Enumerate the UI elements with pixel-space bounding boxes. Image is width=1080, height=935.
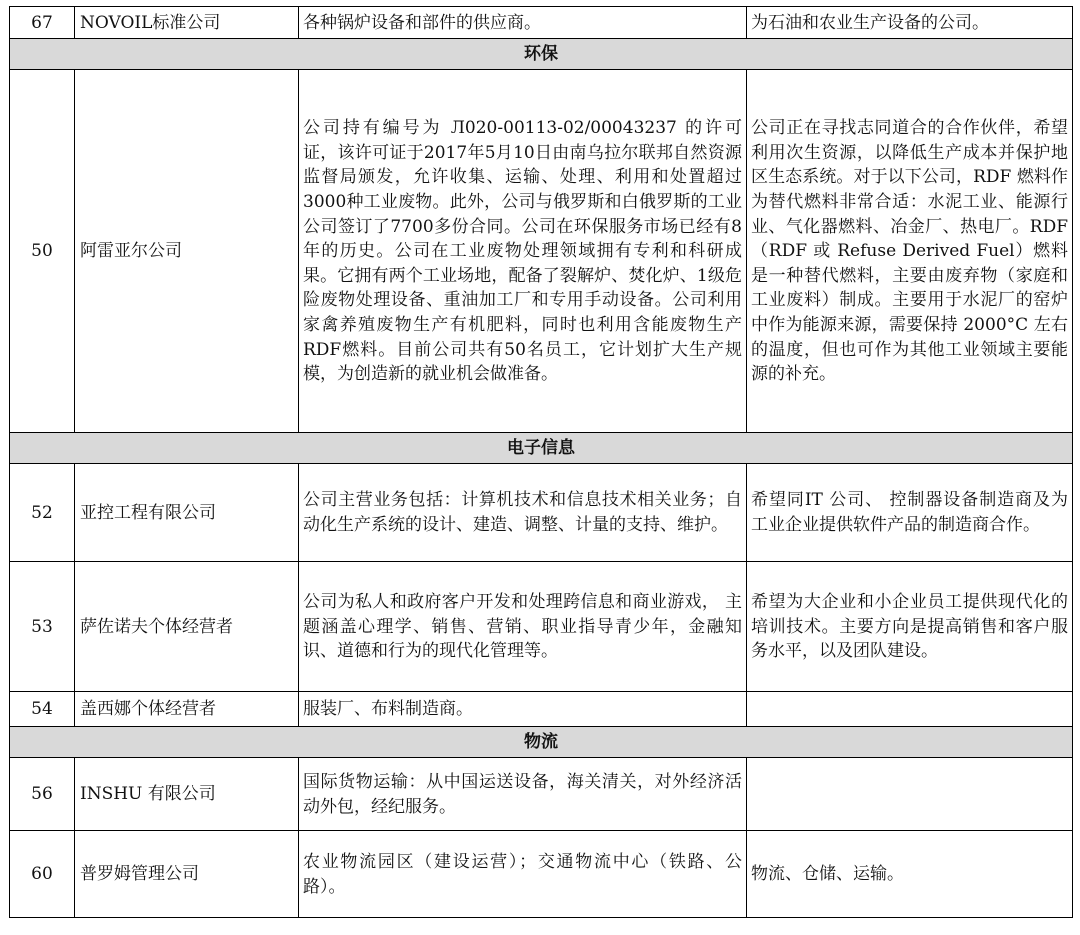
row-number: 60 [10, 831, 75, 918]
table-row [10, 758, 1073, 831]
table-row [10, 464, 1073, 562]
cooperation-request: 希望同IT 公司、 控制器设备制造商及为工业企业提供软件产品的制造商合作。 [747, 464, 1073, 562]
company-name: 萨佐诺夫个体经营者 [75, 562, 299, 692]
section-header-row [10, 433, 1073, 464]
cooperation-request: 公司正在寻找志同道合的合作伙伴，希望利用次生资源，以降低生产成本并保护地区生态系统。对于以下公司，RDF 燃料作为替代燃料非常合适：水泥工业、能源行业、气化器燃料、冶金厂、热电厂。RDF（RDF 或 Refuse Derived Fuel）燃料是一种替代燃料，主要由废弃物（家庭和工业废料）制成。主要用于水泥厂的窑炉中作为能源来源，需要保持 2000°C 左右的温度，但也可作为其他工业领域主要能源的补充。 [747, 70, 1073, 433]
section-title: 环保 [10, 39, 1073, 70]
section-header-row [10, 39, 1073, 70]
cooperation-request: 希望为大企业和小企业员工提供现代化的培训技术。主要方向是提高销售和客户服务水平，以及团队建设。 [747, 562, 1073, 692]
company-description: 各种锅炉设备和部件的供应商。 [299, 7, 747, 39]
company-name: NOVOIL标准公司 [75, 7, 299, 39]
row-number: 53 [10, 562, 75, 692]
row-number: 67 [10, 7, 75, 39]
company-description: 公司主营业务包括：计算机技术和信息技术相关业务；自动化生产系统的设计、建造、调整、计量的支持、维护。 [299, 464, 747, 562]
company-description: 公司持有编号为 Л020-00113-02/00043237 的许可证，该许可证于2017年5月10日由南乌拉尔联邦自然资源监督局颁发，允许收集、运输、处理、利用和处置超过3000种工业废物。此外，公司与俄罗斯和白俄罗斯的工业公司签订了7700多份合同。公司在环保服务市场已经有8年的历史。公司在工业废物处理领域拥有专利和科研成果。它拥有两个工业场地，配备了裂解炉、焚化炉、1级危险废物处理设备、重油加工厂和专用手动设备。公司利用家禽养殖废物生产有机肥料，同时也利用含能废物生产RDF燃料。目前公司共有50名员工，它计划扩大生产规模，为创造新的就业机会做准备。 [299, 70, 747, 433]
section-header-row [10, 727, 1073, 758]
company-description: 服装厂、布料制造商。 [299, 692, 747, 727]
section-title: 物流 [10, 727, 1073, 758]
company-description: 国际货物运输：从中国运送设备，海关清关，对外经济活动外包，经纪服务。 [299, 758, 747, 831]
cooperation-request: 为石油和农业生产设备的公司。 [747, 7, 1073, 39]
table-row [10, 562, 1073, 692]
company-description: 农业物流园区（建设运营）；交通物流中心（铁路、公路）。 [299, 831, 747, 918]
table-row [10, 831, 1073, 918]
company-description: 公司为私人和政府客户开发和处理跨信息和商业游戏， 主题涵盖心理学、销售、营销、职业指导青少年，金融知识、道德和行为的现代化管理等。 [299, 562, 747, 692]
row-number: 52 [10, 464, 75, 562]
company-table [9, 6, 1073, 918]
cooperation-request: 物流、仓储、运输。 [747, 831, 1073, 918]
cooperation-request [747, 758, 1073, 831]
row-number: 56 [10, 758, 75, 831]
company-name: 普罗姆管理公司 [75, 831, 299, 918]
company-name: INSHU 有限公司 [75, 758, 299, 831]
company-name: 盖西娜个体经营者 [75, 692, 299, 727]
row-number: 50 [10, 70, 75, 433]
cooperation-request [747, 692, 1073, 727]
row-number: 54 [10, 692, 75, 727]
company-name: 亚控工程有限公司 [75, 464, 299, 562]
company-name: 阿雷亚尔公司 [75, 70, 299, 433]
table-row [10, 692, 1073, 727]
table-row [10, 7, 1073, 39]
table-row [10, 70, 1073, 433]
section-title: 电子信息 [10, 433, 1073, 464]
